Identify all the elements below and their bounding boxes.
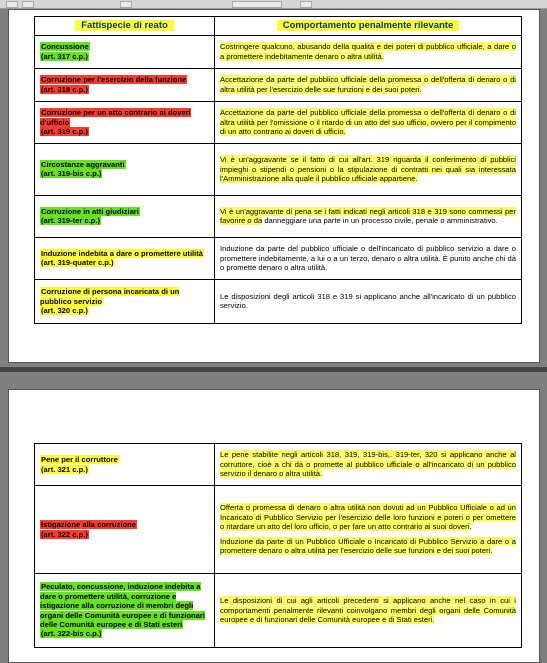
toolbar-button[interactable] [22,1,34,8]
crime-cell [35,68,215,101]
crime-article: (art. 319-ter c.p.) [41,216,101,226]
crime-description: Offerta o promessa di denaro o altra utilità non dovuti ad un Pubblico Ufficiale o ad un Incaricato di Pubblico Servizio per l'esercizio delle loro funzioni e poteri o per omettere o ritardare un atto del loro ufficio, o per fare un atto contrario ai suoi doveri. [220,503,516,532]
crime-article: (art. 322 c.p.) [41,529,88,539]
crime-cell [35,237,215,279]
page-separator [0,367,547,372]
header-cell [215,17,522,36]
viewer-toolbar [0,0,547,9]
desc-cell [215,574,522,648]
crime-cell [35,444,215,486]
toolbar-button[interactable] [232,1,282,8]
table-row [35,279,522,323]
document-page-1 [8,9,540,363]
desc-cell [215,444,522,486]
crimes-table-2 [34,443,522,648]
desc-cell [215,279,522,323]
table-row [35,444,522,486]
table-row [35,101,522,143]
crime-article: (art. 322-bis c.p.) [41,629,102,639]
table-row [35,574,522,648]
crime-description: Accettazione da parte del pubblico ufficiale della promessa o dell'offerta di denaro o di altra utilità per l'esercizio delle sue funzioni e dei suoi poteri. [220,75,516,94]
header-crime-type: Fattispecie di reato [75,20,174,31]
crime-cell [35,35,215,68]
crime-article: (art. 317 c.p.) [41,51,88,61]
crime-description-2: Induzione da parte di un Pubblico Ufficiale o Incaricato di Pubblico Servizio a dare o a promettere denaro o altra utilità per l'esercizio delle sue funzioni e dei suoi poteri. [220,536,516,556]
crime-cell [35,574,215,648]
crime-description: Accettazione da parte del pubblico ufficiale della promessa o dell'offerta di denaro o di altra utilità per l'omissione o il ritardo di un atto del suo ufficio, ovvero per il compimento di un atto contrario ai doveri di ufficio. [220,108,516,137]
toolbar-button[interactable] [120,1,132,8]
crime-name: Istigazione alla corruzione [41,520,136,530]
crime-cell [35,143,215,195]
crime-article: (art. 321 c.p.) [41,464,88,474]
table-row [35,237,522,279]
table-row [35,143,522,195]
crime-name: Pene per il corruttore [41,455,118,465]
crime-name: Peculato, concussione, induzione indebita a dare o promettere utilità, corruzione e istigazione alla corruzione di membri degli organi delle Comunità europee e di funzionari delle Comunità europee e di Stati esteri [40,582,205,629]
crime-cell [35,195,215,237]
toolbar-button[interactable] [6,1,18,8]
crime-name: Corruzione in atti giudiziari [41,206,139,216]
header-behavior: Comportamento penalmente rilevante [277,20,460,31]
crime-name: Corruzione per un atto contrario ai doveri d'ufficio [40,108,191,127]
table-row [35,486,522,574]
crime-description-plain: danneggiare una parte in un processo civile, penale o amministrativo. [262,216,498,226]
table-row [35,195,522,237]
crimes-table-1 [34,16,522,324]
crime-description: Le disposizioni degli articoli 318 e 319 si applicano anche all'incaricato di un pubblico servizio. [220,291,516,311]
desc-cell [215,101,522,143]
table-row [35,68,522,101]
crime-cell [35,486,215,574]
crime-name: Corruzione di persona incaricata di un pubblico servizio [40,287,180,306]
desc-cell [215,143,522,195]
crime-cell [35,279,215,323]
crime-article: (art. 319 c.p.) [41,127,88,137]
crime-description-highlighted: Vi è un'aggravante di pena se i fatti indicati negli articoli 318 e 319 sono commessi per favorire o da [220,206,516,226]
crime-name: Induzione indebita a dare o promettere utilità [41,248,204,258]
crime-description: Costringere qualcuno, abusando della qualità e dei poteri di pubblico ufficiale, a dare o a promettere indebitamente denaro o altra utilità. [220,42,516,61]
table-row [35,35,522,68]
header-cell [35,17,215,36]
crime-name: Corruzione per l'esercizio della funzione [41,75,187,85]
desc-cell [215,195,522,237]
crime-cell [35,101,215,143]
crime-article: (art. 320 c.p.) [41,306,88,316]
crime-description: Le pene stabilite negli articoli 318, 319, 319-bis,. 319-ter, 320 si applicano anche al corruttore, cioè a chi dà o promette al pubblico ufficiale o all'incaricato di un pubblico servizio il denaro o altra utilità. [220,450,516,479]
desc-cell [215,68,522,101]
crime-description: Vi è un'aggravante se il fatto di cui all'art. 319 riguarda il conferimento di pubblici impieghi o stipendi o pensioni o la stipulazione di contratti nei quali sia interessata l'Amministrazione alla quale il pubblico ufficiale appartiene. [220,155,516,184]
crime-article: (art. 319-bis c.p.) [41,169,102,179]
document-page-2 [8,389,540,663]
crime-name: Concussione [41,42,89,52]
crime-description: Le disposizioni di cui agli articoli precedenti si applicano anche nel caso in cui i comportamenti penalmente rilevanti coinvolgano membri degli organi delle Comunità europee e di funzionari delle Comunità europee e di Stati esteri. [220,596,516,625]
crime-article: (art. 319-quater c.p.) [41,258,114,268]
crime-description: Induzione da parte del pubblico ufficiale o dell'incaricato di pubblico servizio a dare o promettere indebitamente, a lui o a un terzo, denaro o altra utilità. È punito anche chi dà o promette denaro o altra utilità. [220,244,516,273]
crime-name: Circostanze aggravanti [41,159,125,169]
table-header-row [35,17,522,36]
crime-article: (art. 318 c.p.) [41,84,88,94]
toolbar-button[interactable] [300,1,312,8]
desc-cell [215,486,522,574]
desc-cell [215,35,522,68]
desc-cell [215,237,522,279]
